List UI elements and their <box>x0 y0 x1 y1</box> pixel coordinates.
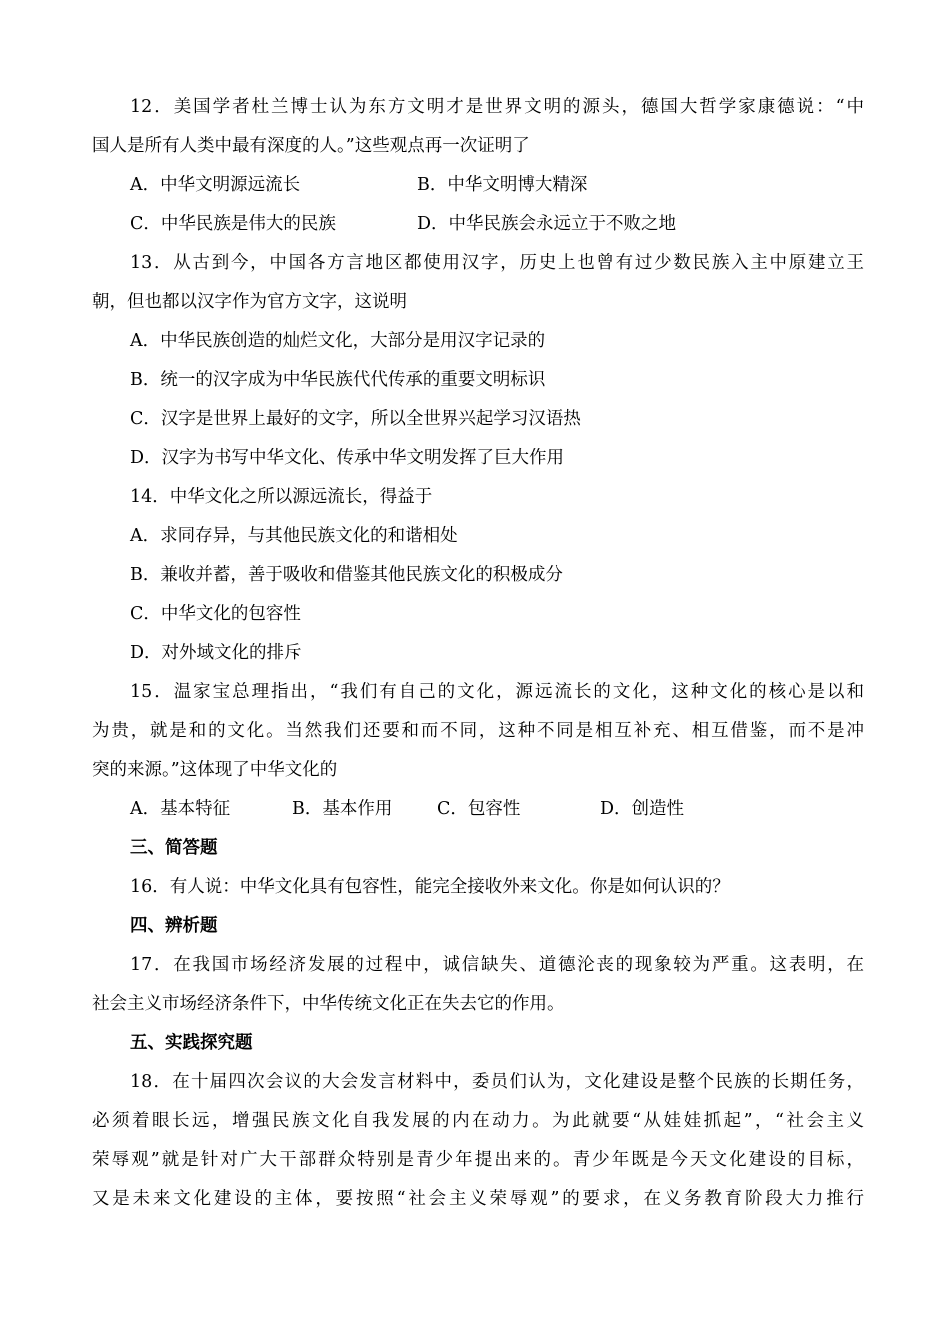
question-14-option-d: D．对外域文化的排斥 <box>130 643 302 663</box>
question-18-stem-line-4: 又是未来文化建设的主体，要按照“社会主义荣辱观”的要求，在义务教育阶段大力推行 <box>92 1189 864 1209</box>
question-14-option-b: B．兼收并蓄，善于吸收和借鉴其他民族文化的积极成分 <box>130 565 563 585</box>
question-12-option-a: A．中华文明源远流长 <box>130 175 301 195</box>
question-15-stem-line-3: 突的来源。”这体现了中华文化的 <box>92 760 338 780</box>
question-18-stem-line-2: 必须着眼长远，增强民族文化自我发展的内在动力。为此就要“从娃娃抓起”，“社会主义 <box>92 1111 864 1131</box>
question-13-option-d: D．汉字为书写中华文化、传承中华文明发挥了巨大作用 <box>130 448 565 468</box>
question-13 <box>92 248 864 473</box>
question-14-option-c: C．中华文化的包容性 <box>130 604 301 624</box>
question-15-option-a: A．基本特征 <box>130 799 231 819</box>
question-15 <box>92 677 864 824</box>
question-13-option-a: A．中华民族创造的灿烂文化，大部分是用汉字记录的 <box>130 331 546 351</box>
question-13-stem-line-1: 13．从古到今，中国各方言地区都使用汉字，历史上也曾有过少数民族入主中原建立王 <box>130 253 864 273</box>
question-18 <box>92 1067 864 1214</box>
question-18-stem-line-1: 18．在十届四次会议的大会发言材料中，委员们认为，文化建设是整个民族的长期任务， <box>130 1072 864 1092</box>
question-16 <box>92 872 864 902</box>
question-17-stem-line-1: 17．在我国市场经济发展的过程中，诚信缺失、道德沦丧的现象较为严重。这表明，在 <box>130 955 864 975</box>
section-heading-analysis: 四、辨析题 <box>130 916 218 936</box>
question-17 <box>92 950 864 1019</box>
question-13-stem-line-2: 朝，但也都以汉字作为官方文字，这说明 <box>92 292 407 312</box>
question-15-option-c: C．包容性 <box>437 799 521 819</box>
question-15-stem-line-2: 为贵，就是和的文化。当然我们还要和而不同，这种不同是相互补充、相互借鉴，而不是冲 <box>92 721 864 741</box>
section-heading-practice-inquiry: 五、实践探究题 <box>130 1033 253 1053</box>
question-12-options-row-2 <box>92 209 864 239</box>
question-12-option-c: C．中华民族是伟大的民族 <box>130 214 336 234</box>
question-13-option-c: C．汉字是世界上最好的文字，所以全世界兴起学习汉语热 <box>130 409 581 429</box>
question-15-stem-line-1: 15．温家宝总理指出，“我们有自己的文化，源远流长的文化，这种文化的核心是以和 <box>130 682 864 702</box>
question-12-option-b: B．中华文明博大精深 <box>417 175 588 195</box>
question-12-options-row-1 <box>92 170 864 200</box>
question-14-option-a: A．求同存异，与其他民族文化的和谐相处 <box>130 526 458 546</box>
question-14-stem-line-1: 14．中华文化之所以源远流长，得益于 <box>130 487 433 507</box>
question-15-option-d: D．创造性 <box>600 799 685 819</box>
section-heading-short-answer: 三、简答题 <box>130 838 218 858</box>
question-17-stem-line-2: 社会主义市场经济条件下，中华传统文化正在失去它的作用。 <box>92 994 565 1014</box>
question-15-option-b: B．基本作用 <box>292 799 393 819</box>
question-12-stem-line-1: 12．美国学者杜兰博士认为东方文明才是世界文明的源头，德国大哲学家康德说：“中 <box>130 97 864 117</box>
document-page <box>92 92 864 1223</box>
question-12-option-d: D．中华民族会永远立于不败之地 <box>417 214 677 234</box>
question-15-options-row <box>92 794 864 824</box>
question-12-stem-line-2: 国人是所有人类中最有深度的人。”这些观点再一次证明了 <box>92 136 530 156</box>
question-14 <box>92 482 864 668</box>
question-16-stem-line-1: 16．有人说：中华文化具有包容性，能完全接收外来文化。你是如何认识的？ <box>130 877 730 897</box>
question-12 <box>92 92 864 239</box>
question-18-stem-line-3: 荣辱观”就是针对广大干部群众特别是青少年提出来的。青少年既是今天文化建设的目标， <box>92 1150 864 1170</box>
question-13-option-b: B．统一的汉字成为中华民族代代传承的重要文明标识 <box>130 370 546 390</box>
